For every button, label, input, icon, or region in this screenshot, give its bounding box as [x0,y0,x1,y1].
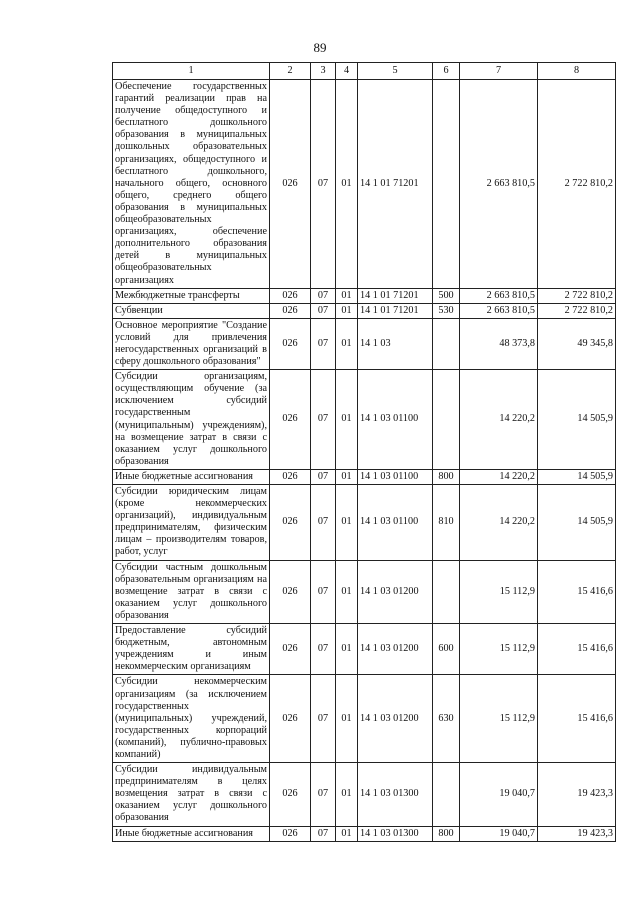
amount-year-2: 2 722 810,2 [538,80,616,289]
table-row [113,370,616,470]
table-row [113,485,616,561]
ministry-code: 026 [270,288,311,303]
ministry-code: 026 [270,303,311,318]
ministry-code: 026 [270,675,311,763]
amount-year-1: 48 373,8 [460,318,538,369]
row-name: Субсидии организациям, осуществляющим обучение (за исключением субсидий государственным (муниципальным) учреждениям), на возмещение затрат в связи с оказанием услуг дошкольного образования [113,370,270,470]
section-code: 07 [311,318,336,369]
amount-year-2: 14 505,9 [538,370,616,470]
target-article-code: 14 1 01 71201 [358,80,433,289]
column-header: 5 [358,63,433,80]
amount-year-1: 19 040,7 [460,826,538,841]
amount-year-1: 14 220,2 [460,370,538,470]
amount-year-2: 14 505,9 [538,485,616,561]
amount-year-1: 15 112,9 [460,675,538,763]
amount-year-1: 19 040,7 [460,763,538,826]
section-code: 07 [311,675,336,763]
expense-type-code: 500 [433,288,460,303]
expense-type-code: 530 [433,303,460,318]
column-header: 8 [538,63,616,80]
ministry-code: 026 [270,469,311,484]
table-row [113,469,616,484]
amount-year-2: 19 423,3 [538,826,616,841]
ministry-code: 026 [270,826,311,841]
amount-year-2: 15 416,6 [538,560,616,623]
expense-type-code: 810 [433,485,460,561]
subsection-code: 01 [336,80,358,289]
expense-type-code: 800 [433,469,460,484]
target-article-code: 14 1 01 71201 [358,288,433,303]
amount-year-1: 2 663 810,5 [460,303,538,318]
ministry-code: 026 [270,560,311,623]
expense-type-code: 600 [433,624,460,675]
amount-year-2: 2 722 810,2 [538,303,616,318]
column-header: 6 [433,63,460,80]
row-name: Субсидии частным дошкольным образовательным организациям на возмещение затрат в связи с оказанием услуг дошкольного образования [113,560,270,623]
amount-year-1: 2 663 810,5 [460,288,538,303]
target-article-code: 14 1 03 01200 [358,675,433,763]
target-article-code: 14 1 03 01100 [358,370,433,470]
expense-type-code [433,560,460,623]
target-article-code: 14 1 01 71201 [358,303,433,318]
expense-type-code: 800 [433,826,460,841]
table-row [113,675,616,763]
amount-year-2: 2 722 810,2 [538,288,616,303]
section-code: 07 [311,826,336,841]
row-name: Обеспечение государственных гарантий реализации прав на получение общедоступного и бесплатного дошкольного образования в муниципальных дошкольных образовательных организациях, общедоступного и бесплатного дошкольного, начального общего, основного общего, среднего общего образования в муниципальных общеобразовательных организациях, обеспечение дополнительного образования детей в муниципальных общеобразовательных организациях [113,80,270,289]
row-name: Основное мероприятие "Создание условий для привлечения негосударственных организаций в сферу дошкольного образования" [113,318,270,369]
ministry-code: 026 [270,485,311,561]
ministry-code: 026 [270,370,311,470]
table-row [113,624,616,675]
target-article-code: 14 1 03 01300 [358,763,433,826]
section-code: 07 [311,303,336,318]
section-code: 07 [311,485,336,561]
amount-year-2: 15 416,6 [538,624,616,675]
table-row [113,303,616,318]
subsection-code: 01 [336,485,358,561]
page-number: 89 [313,40,327,55]
ministry-code: 026 [270,763,311,826]
target-article-code: 14 1 03 [358,318,433,369]
table-row [113,826,616,841]
column-header: 3 [311,63,336,80]
amount-year-2: 19 423,3 [538,763,616,826]
subsection-code: 01 [336,469,358,484]
amount-year-2: 49 345,8 [538,318,616,369]
target-article-code: 14 1 03 01100 [358,469,433,484]
table-row [113,288,616,303]
subsection-code: 01 [336,624,358,675]
row-name: Иные бюджетные ассигнования [113,469,270,484]
amount-year-2: 15 416,6 [538,675,616,763]
subsection-code: 01 [336,288,358,303]
section-code: 07 [311,469,336,484]
row-name: Субсидии индивидуальным предпринимателям в целях возмещения затрат в связи с оказанием услуг дошкольного образования [113,763,270,826]
row-name: Предоставление субсидий бюджетным, автономным учреждениям и иным некоммерческим организациям [113,624,270,675]
column-header: 2 [270,63,311,80]
budget-table [112,62,616,842]
table-row [113,80,616,289]
section-code: 07 [311,763,336,826]
subsection-code: 01 [336,675,358,763]
table-header-row [113,63,616,80]
amount-year-1: 15 112,9 [460,624,538,675]
row-name: Иные бюджетные ассигнования [113,826,270,841]
expense-type-code [433,763,460,826]
amount-year-1: 14 220,2 [460,469,538,484]
section-code: 07 [311,624,336,675]
target-article-code: 14 1 03 01100 [358,485,433,561]
target-article-code: 14 1 03 01300 [358,826,433,841]
section-code: 07 [311,370,336,470]
subsection-code: 01 [336,318,358,369]
ministry-code: 026 [270,80,311,289]
subsection-code: 01 [336,370,358,470]
row-name: Субсидии некоммерческим организациям (за исключением государственных (муниципальных) учреждений, государственных корпораций (компаний), публично-правовых компаний) [113,675,270,763]
row-name: Субвенции [113,303,270,318]
ministry-code: 026 [270,624,311,675]
subsection-code: 01 [336,303,358,318]
section-code: 07 [311,80,336,289]
section-code: 07 [311,560,336,623]
row-name: Межбюджетные трансферты [113,288,270,303]
amount-year-1: 2 663 810,5 [460,80,538,289]
amount-year-2: 14 505,9 [538,469,616,484]
expense-type-code: 630 [433,675,460,763]
row-name: Субсидии юридическим лицам (кроме некоммерческих организаций), индивидуальным предпринимателям, физическим лицам – производителям товаров, работ, услуг [113,485,270,561]
ministry-code: 026 [270,318,311,369]
subsection-code: 01 [336,560,358,623]
amount-year-1: 15 112,9 [460,560,538,623]
table-row [113,560,616,623]
section-code: 07 [311,288,336,303]
target-article-code: 14 1 03 01200 [358,560,433,623]
table-row [113,763,616,826]
expense-type-code [433,80,460,289]
expense-type-code [433,318,460,369]
subsection-code: 01 [336,763,358,826]
column-header: 1 [113,63,270,80]
target-article-code: 14 1 03 01200 [358,624,433,675]
table-row [113,318,616,369]
subsection-code: 01 [336,826,358,841]
expense-type-code [433,370,460,470]
column-header: 7 [460,63,538,80]
amount-year-1: 14 220,2 [460,485,538,561]
column-header: 4 [336,63,358,80]
